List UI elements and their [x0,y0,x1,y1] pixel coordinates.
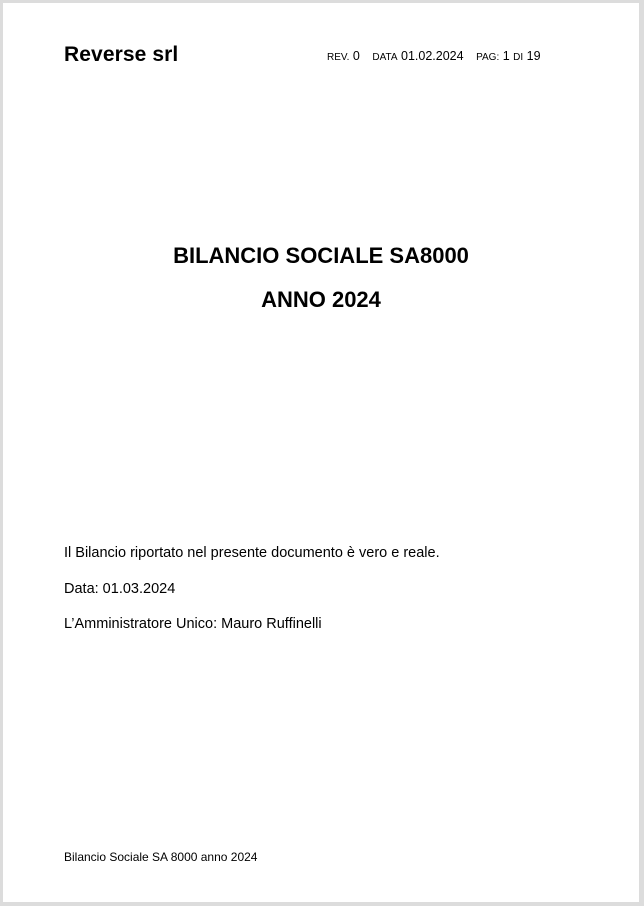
date-text: Data: 01.03.2024 [64,581,176,597]
data-value: 01.02.2024 [401,49,464,63]
document-title: BILANCIO SOCIALE SA8000 [173,243,469,268]
statement-text: Il Bilancio riportato nel presente documento è vero e reale. [64,545,440,561]
document-meta [327,49,541,63]
pag-label: PAG: [476,52,500,63]
company-name: Reverse srl [64,43,179,66]
total-pages: 19 [526,49,541,63]
signatory-text: L’Amministratore Unico: Mauro Ruffinelli [64,616,322,632]
page-footer: Bilancio Sociale SA 8000 anno 2024 [64,850,258,864]
data-label: DATA [372,52,398,63]
document-page [3,3,639,902]
di-label: DI [513,52,524,63]
rev-label: REV. [327,52,350,63]
rev-value: 0 [352,49,360,63]
document-year: ANNO 2024 [261,287,381,312]
page-number: 1 [502,49,510,63]
